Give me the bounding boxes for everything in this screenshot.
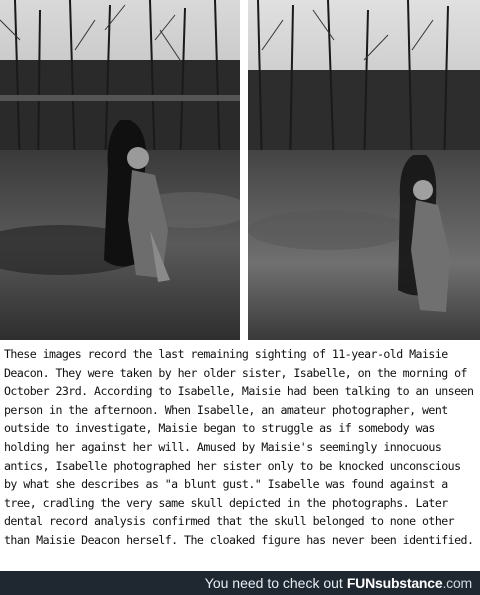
site-footer-banner[interactable] [0, 571, 480, 595]
left-photo [0, 0, 240, 340]
footer-prefix: You need to check out [204, 575, 343, 591]
left-photo-image [0, 0, 240, 340]
brand-fun: FUN [346, 575, 375, 591]
story-caption: These images record the last remaining sighting of 11-year-old Maisie Deacon. They were taken by her older sister, Isabelle, on the morning of October 23rd. According to Isabelle, Maisie had been talking to an unseen person in the afternoon. When Isabelle, an amateur photographer, went outside to investigate, Maisie began to struggle as if somebody was holding her against her will. Amused by Maisie's seemingly innocuous antics, Isabelle photographed her sister only to be knocked unconscious by what she describes as "a blunt gust." Isabelle was found against a tree, cradling the very same skull depicted in the photographs. Later dental record analysis confirmed that the skull belonged to none other than Maisie Deacon herself. The cloaked figure has never been identified. [4, 347, 474, 547]
site-brand-logo[interactable] [347, 575, 472, 591]
brand-tld: .com [442, 575, 472, 591]
brand-rest: substance [375, 575, 443, 591]
right-photo [248, 0, 480, 340]
right-photo-image [248, 0, 480, 340]
